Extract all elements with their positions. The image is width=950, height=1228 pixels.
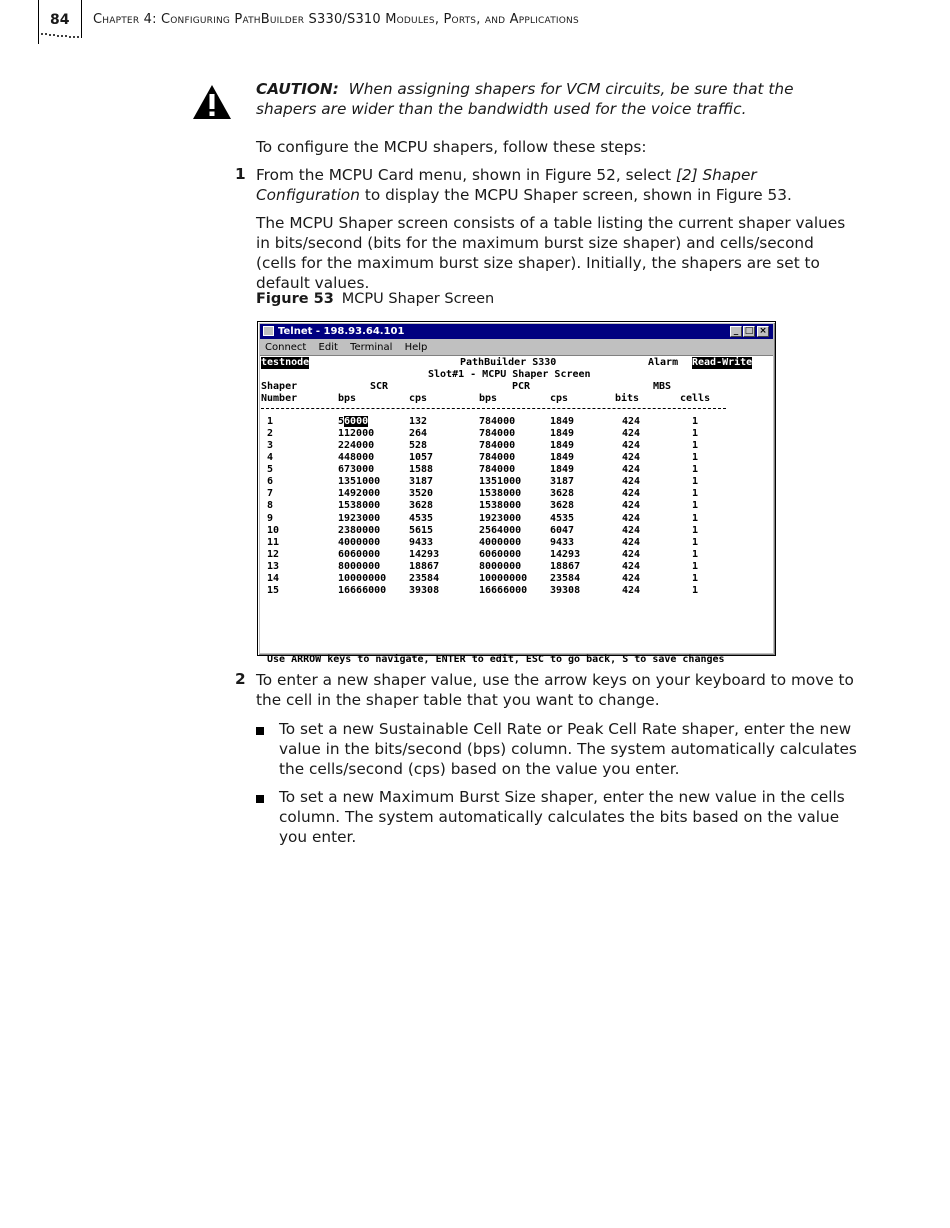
cell-pcr-cps[interactable]: 1849 — [550, 452, 575, 464]
cell-scr-cps[interactable]: 23584 — [409, 572, 440, 584]
cell-pcr-cps[interactable]: 1849 — [550, 464, 575, 476]
caution-label: CAUTION: — [256, 80, 339, 98]
cell-shaper-number: 8 — [267, 500, 274, 512]
table-row — [260, 549, 770, 561]
cell-mbs-cells[interactable]: 1 — [692, 428, 699, 440]
step-1-text-b: to display the MCPU Shaper screen, shown in Figure 53. — [360, 186, 792, 204]
step-1-text — [256, 165, 856, 205]
col-header-pcr-cps: cps — [550, 393, 569, 404]
cell-scr-bps[interactable]: 10000000 — [338, 572, 387, 584]
product-name: PathBuilder S330 — [460, 357, 557, 368]
cell-mbs-cells[interactable]: 1 — [692, 476, 699, 488]
cell-mbs-bits[interactable]: 424 — [622, 416, 641, 427]
cell-shaper-number: 5 — [267, 464, 274, 476]
cell-mbs-bits[interactable]: 424 — [622, 524, 641, 536]
table-row — [260, 513, 770, 525]
cell-scr-bps[interactable]: 673000 — [338, 464, 375, 476]
cell-pcr-bps[interactable]: 1351000 — [479, 476, 522, 488]
page-number: 84 — [50, 12, 70, 28]
cell-pcr-cps[interactable]: 1849 — [550, 416, 575, 427]
bullet-marker — [256, 727, 264, 735]
group-header-scr: SCR — [370, 381, 389, 392]
bullet-2-text: To set a new Maximum Burst Size shaper, enter the new value in the cells column. The system automatically calculates the bits based on the value you enter. — [279, 788, 845, 846]
cell-pcr-cps[interactable]: 1849 — [550, 428, 575, 440]
close-icon[interactable]: × — [757, 326, 769, 337]
cell-shaper-number: 15 — [267, 584, 280, 596]
cell-pcr-cps[interactable]: 3187 — [550, 476, 575, 488]
table-row — [260, 440, 770, 452]
cell-scr-bps[interactable]: 448000 — [338, 452, 375, 464]
cell-mbs-cells[interactable]: 1 — [692, 560, 699, 572]
cell-pcr-cps[interactable]: 14293 — [550, 548, 581, 560]
cell-pcr-bps[interactable]: 784000 — [479, 464, 516, 476]
caution-note — [256, 79, 856, 119]
cell-scr-cps[interactable]: 1057 — [409, 452, 434, 464]
table-row — [260, 500, 770, 512]
cell-pcr-bps[interactable]: 8000000 — [479, 560, 522, 572]
cell-scr-cps[interactable]: 9433 — [409, 536, 434, 548]
cell-mbs-cells[interactable]: 1 — [692, 500, 699, 512]
table-row — [260, 464, 770, 476]
header-separator — [261, 408, 726, 409]
cell-mbs-bits[interactable]: 424 — [622, 500, 641, 512]
window-title: Telnet - 198.93.64.101 — [278, 326, 405, 337]
cell-scr-cps[interactable]: 528 — [409, 440, 428, 452]
cell-mbs-bits[interactable]: 424 — [622, 488, 641, 500]
cell-pcr-bps[interactable]: 1923000 — [479, 512, 522, 524]
cell-pcr-cps[interactable]: 3628 — [550, 488, 575, 500]
cell-shaper-number: 2 — [267, 428, 274, 440]
cell-pcr-bps[interactable]: 4000000 — [479, 536, 522, 548]
cell-pcr-bps[interactable]: 1538000 — [479, 500, 522, 512]
table-row — [260, 416, 770, 428]
step-1-number: 1 — [235, 165, 246, 183]
minimize-icon[interactable]: _ — [730, 326, 742, 337]
col-header-pcr-bps: bps — [479, 393, 498, 404]
header-rule — [38, 0, 39, 44]
cell-mbs-cells[interactable]: 1 — [692, 416, 699, 427]
cell-shaper-number: 6 — [267, 476, 274, 488]
telnet-window — [257, 321, 776, 665]
cell-pcr-bps[interactable]: 16666000 — [479, 584, 528, 596]
cell-scr-cps[interactable]: 3628 — [409, 500, 434, 512]
cell-shaper-number: 7 — [267, 488, 274, 500]
cell-scr-bps[interactable]: 4000000 — [338, 536, 381, 548]
cell-value-prefix: 5 — [338, 416, 345, 427]
maximize-icon[interactable]: □ — [744, 326, 754, 336]
cell-pcr-cps[interactable]: 23584 — [550, 572, 581, 584]
table-row — [260, 525, 770, 537]
screen-title: Slot#1 - MCPU Shaper Screen — [428, 369, 591, 380]
table-row — [260, 428, 770, 440]
access-mode: Read-Write — [692, 357, 753, 368]
cell-mbs-bits[interactable]: 424 — [622, 476, 641, 488]
cell-scr-bps[interactable] — [338, 416, 368, 428]
cell-pcr-cps[interactable]: 9433 — [550, 536, 575, 548]
col-header-number: Number — [261, 393, 298, 404]
step-1-description: The MCPU Shaper screen consists of a table listing the current shaper values in bits/second (bits for the maximum burst size shaper) and cells/second (cells for the maximum burst size shaper). Initially, the shapers are set to default values. — [256, 214, 846, 292]
cell-mbs-cells[interactable]: 1 — [692, 488, 699, 500]
cell-pcr-bps[interactable]: 784000 — [479, 440, 516, 452]
col-header-cells: cells — [680, 393, 711, 404]
col-header-scr-bps: bps — [338, 393, 357, 404]
cell-scr-cps[interactable]: 18867 — [409, 560, 440, 572]
cell-scr-bps[interactable]: 2380000 — [338, 524, 381, 536]
cell-mbs-bits[interactable]: 424 — [622, 512, 641, 524]
cell-mbs-cells[interactable]: 1 — [692, 512, 699, 524]
figure-label: Figure 53 — [256, 291, 334, 307]
table-row — [260, 585, 770, 597]
cell-mbs-cells[interactable]: 1 — [692, 524, 699, 536]
cell-scr-cps[interactable]: 4535 — [409, 512, 434, 524]
cell-pcr-cps[interactable]: 1849 — [550, 440, 575, 452]
table-row — [260, 537, 770, 549]
bullet-1-text: To set a new Sustainable Cell Rate or Peak Cell Rate shaper, enter the new value in the bits/second (bps) column. The system automatically calculates the cells/second (cps) based on the value you enter. — [279, 720, 857, 778]
cell-pcr-cps[interactable]: 39308 — [550, 584, 581, 596]
terminal-screen[interactable] — [260, 355, 773, 665]
cell-shaper-number: 11 — [267, 536, 280, 548]
node-name: testnode — [261, 357, 310, 368]
caution-text: When assigning shapers for VCM circuits, be sure that the shapers are wider than the bandwidth used for the voice traffic. — [256, 80, 794, 118]
cell-pcr-bps[interactable]: 784000 — [479, 416, 516, 427]
cell-mbs-bits[interactable]: 424 — [622, 464, 641, 476]
bullet-marker — [256, 795, 264, 803]
menu-edit[interactable]: Edit — [318, 342, 338, 353]
cell-pcr-cps[interactable]: 18867 — [550, 560, 581, 572]
cell-mbs-bits[interactable]: 424 — [622, 560, 641, 572]
cell-pcr-bps[interactable]: 784000 — [479, 452, 516, 464]
cell-mbs-bits[interactable]: 424 — [622, 536, 641, 548]
table-row — [260, 488, 770, 500]
header-dots — [40, 33, 82, 39]
cell-shaper-number: 13 — [267, 560, 280, 572]
cell-scr-bps[interactable]: 1351000 — [338, 476, 381, 488]
selected-cell-cursor[interactable]: 6000 — [344, 416, 369, 427]
warning-triangle-icon — [192, 84, 232, 120]
table-row — [260, 573, 770, 585]
chapter-title: Chapter 4: Configuring PathBuilder S330/S310 Modules, Ports, and Applications — [93, 12, 579, 27]
col-header-scr-cps: cps — [409, 393, 428, 404]
telnet-app-icon[interactable] — [263, 326, 274, 336]
col-header-shaper: Shaper — [261, 381, 298, 392]
cell-mbs-cells[interactable]: 1 — [692, 464, 699, 476]
cell-scr-bps[interactable]: 8000000 — [338, 560, 381, 572]
step-1-text-a: From the MCPU Card menu, shown in Figure 52, select — [256, 166, 676, 184]
cell-scr-bps[interactable]: 112000 — [338, 428, 375, 440]
step-2-text: To enter a new shaper value, use the arrow keys on your keyboard to move to the cell in the shaper table that you want to change. — [256, 671, 854, 709]
cell-scr-cps[interactable]: 14293 — [409, 548, 440, 560]
group-header-pcr: PCR — [512, 381, 531, 392]
menu-bar — [260, 340, 773, 355]
alarm-label: Alarm — [648, 357, 679, 368]
cell-pcr-bps[interactable]: 1538000 — [479, 488, 522, 500]
cell-scr-bps[interactable]: 1492000 — [338, 488, 381, 500]
cell-scr-bps[interactable]: 16666000 — [338, 584, 387, 596]
cell-scr-cps[interactable]: 39308 — [409, 584, 440, 596]
cell-shaper-number: 4 — [267, 452, 274, 464]
cell-mbs-bits[interactable]: 424 — [622, 584, 641, 596]
cell-mbs-cells[interactable]: 1 — [692, 572, 699, 584]
cell-pcr-bps[interactable]: 6060000 — [479, 548, 522, 560]
cell-shaper-number: 3 — [267, 440, 274, 452]
cell-scr-cps[interactable]: 264 — [409, 428, 428, 440]
cell-scr-bps[interactable]: 1538000 — [338, 500, 381, 512]
cell-mbs-cells[interactable]: 1 — [692, 548, 699, 560]
cell-shaper-number: 10 — [267, 524, 280, 536]
cell-scr-cps[interactable]: 3520 — [409, 488, 434, 500]
col-header-bits: bits — [615, 393, 640, 404]
cell-scr-cps[interactable]: 1588 — [409, 464, 434, 476]
cell-scr-bps[interactable]: 1923000 — [338, 512, 381, 524]
window-titlebar[interactable] — [260, 324, 773, 339]
cell-scr-cps[interactable]: 5615 — [409, 524, 434, 536]
cell-mbs-bits[interactable]: 424 — [622, 548, 641, 560]
menu-connect[interactable]: Connect — [265, 342, 307, 353]
cell-pcr-bps[interactable]: 784000 — [479, 428, 516, 440]
cell-mbs-bits[interactable]: 424 — [622, 452, 641, 464]
group-header-mbs: MBS — [653, 381, 672, 392]
cell-scr-cps[interactable]: 132 — [409, 416, 428, 427]
step-2-number: 2 — [235, 670, 246, 688]
intro-text: To configure the MCPU shapers, follow these steps: — [256, 138, 647, 156]
table-row — [260, 452, 770, 464]
cell-pcr-bps[interactable]: 2564000 — [479, 524, 522, 536]
figure-caption — [256, 291, 494, 307]
cell-pcr-bps[interactable]: 10000000 — [479, 572, 528, 584]
step-1-menu-option: [2] Shaper Configuration — [256, 166, 757, 204]
cell-mbs-bits[interactable]: 424 — [622, 440, 641, 452]
cell-mbs-cells[interactable]: 1 — [692, 452, 699, 464]
figure-title: MCPU Shaper Screen — [341, 291, 495, 307]
cell-scr-bps[interactable]: 6060000 — [338, 548, 381, 560]
cell-mbs-cells[interactable]: 1 — [692, 536, 699, 548]
cell-mbs-cells[interactable]: 1 — [692, 440, 699, 452]
cell-mbs-bits[interactable]: 424 — [622, 428, 641, 440]
cell-mbs-cells[interactable]: 1 — [692, 584, 699, 596]
terminal-footer-hint: Use ARROW keys to navigate, ENTER to edit, ESC to go back, S to save changes — [267, 654, 725, 665]
cell-pcr-cps[interactable]: 3628 — [550, 500, 575, 512]
cell-shaper-number: 14 — [267, 572, 280, 584]
cell-shaper-number: 9 — [267, 512, 274, 524]
cell-scr-bps[interactable]: 224000 — [338, 440, 375, 452]
cell-scr-cps[interactable]: 3187 — [409, 476, 434, 488]
cell-pcr-cps[interactable]: 4535 — [550, 512, 575, 524]
menu-help[interactable]: Help — [404, 342, 428, 353]
table-row — [260, 476, 770, 488]
cell-shaper-number: 12 — [267, 548, 280, 560]
cell-mbs-bits[interactable]: 424 — [622, 572, 641, 584]
table-row — [260, 561, 770, 573]
cell-pcr-cps[interactable]: 6047 — [550, 524, 575, 536]
cell-shaper-number: 1 — [267, 416, 274, 427]
menu-terminal[interactable]: Terminal — [350, 342, 393, 353]
